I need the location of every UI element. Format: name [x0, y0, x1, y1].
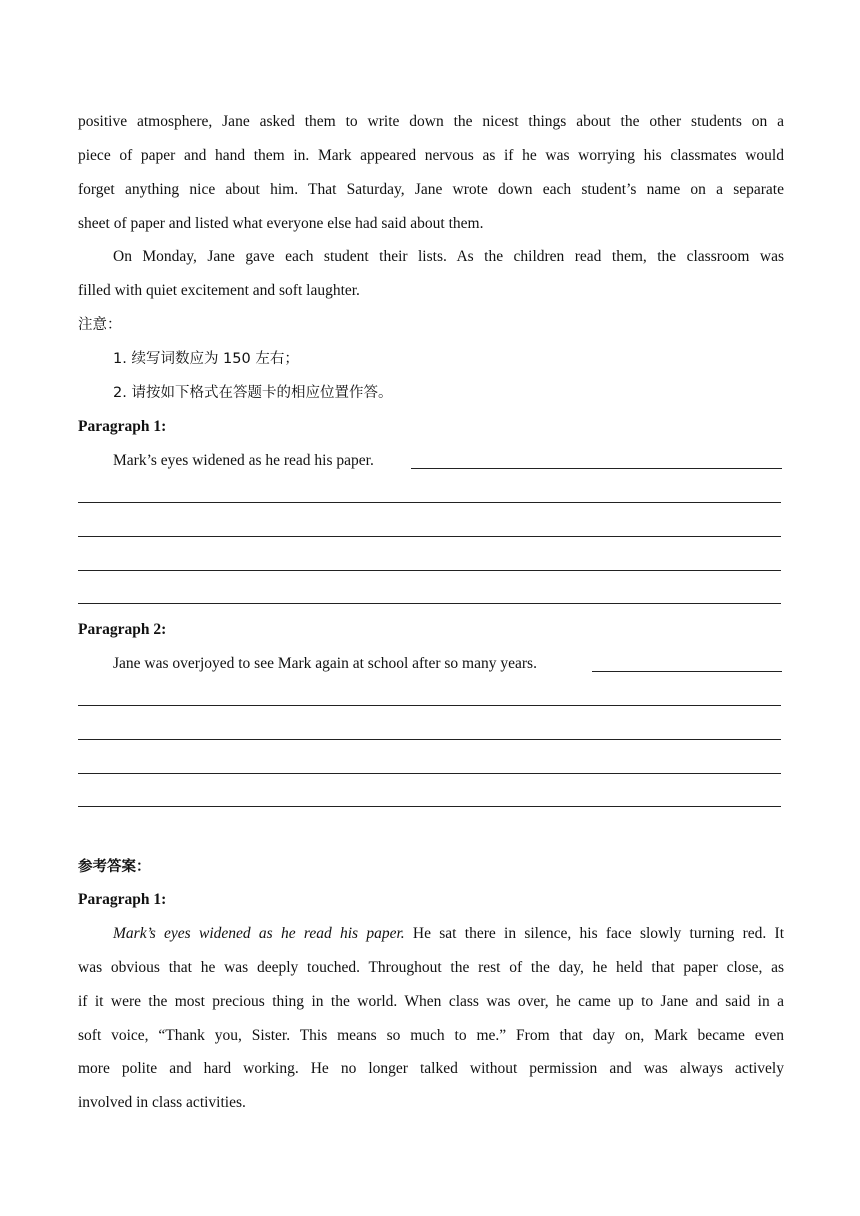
- answer-line: involved in class activities.: [78, 1094, 246, 1111]
- note-item: 2. 请按如下格式在答题卡的相应位置作答。: [113, 385, 393, 401]
- note-heading: 注意：: [78, 317, 122, 333]
- answer-blank[interactable]: [78, 773, 781, 774]
- answer-blank[interactable]: [78, 536, 781, 537]
- story-line: piece of paper and hand them in. Mark appeared nervous as if he was worrying his classmates would: [78, 147, 784, 164]
- story-line: filled with quiet excitement and soft laughter.: [78, 282, 360, 299]
- answer-blank[interactable]: [78, 739, 781, 740]
- paragraph-heading: Paragraph 1:: [78, 418, 167, 435]
- answer-line: soft voice, “Thank you, Sister. This means so much to me.” From that day on, Mark became even: [78, 1027, 784, 1044]
- answer-heading: 参考答案：: [78, 859, 151, 875]
- paragraph-heading: Paragraph 1:: [78, 891, 167, 908]
- answer-blank[interactable]: [411, 468, 782, 469]
- paragraph-starter: Mark’s eyes widened as he read his paper.: [113, 452, 374, 469]
- answer-line: [113, 924, 784, 944]
- answer-text: He sat there in silence, his face slowly turning red. It: [404, 925, 785, 942]
- answer-blank[interactable]: [592, 671, 782, 672]
- answer-blank[interactable]: [78, 603, 781, 604]
- paragraph-starter: Jane was overjoyed to see Mark again at school after so many years.: [113, 655, 537, 672]
- answer-line: more polite and hard working. He no longer talked without permission and was always actively: [78, 1060, 784, 1077]
- answer-blank[interactable]: [78, 806, 781, 807]
- story-line: forget anything nice about him. That Saturday, Jane wrote down each student’s name on a separate: [78, 181, 784, 198]
- answer-line: was obvious that he was deeply touched. Throughout the rest of the day, he held that paper close, as: [78, 959, 784, 976]
- story-line: On Monday, Jane gave each student their lists. As the children read them, the classroom was: [113, 248, 784, 265]
- note-item: 1. 续写词数应为 150 左右；: [113, 351, 299, 367]
- story-line: positive atmosphere, Jane asked them to write down the nicest things about the other students on a: [78, 113, 784, 130]
- answer-blank[interactable]: [78, 705, 781, 706]
- answer-line: if it were the most precious thing in the world. When class was over, he came up to Jane and said in a: [78, 993, 784, 1010]
- paragraph-heading: Paragraph 2:: [78, 621, 167, 638]
- story-line: sheet of paper and listed what everyone else had said about them.: [78, 215, 484, 232]
- answer-blank[interactable]: [78, 502, 781, 503]
- answer-blank[interactable]: [78, 570, 781, 571]
- answer-starter: Mark’s eyes widened as he read his paper.: [113, 925, 405, 942]
